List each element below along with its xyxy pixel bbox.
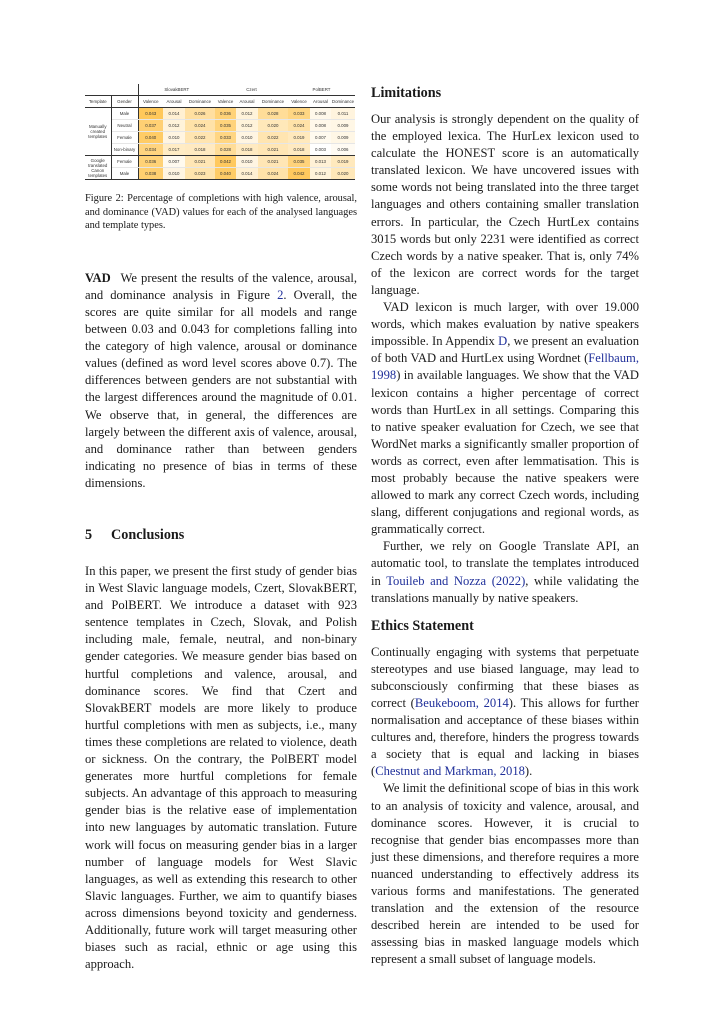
model-header: PolBERT: [312, 87, 331, 92]
value-cell: 0.020: [258, 120, 288, 132]
table-row: [85, 132, 355, 144]
value-cell: 0.013: [310, 156, 331, 168]
section-heading-ethics: Ethics Statement: [371, 617, 474, 634]
appendix-d-link[interactable]: D: [498, 334, 508, 349]
gender-cell: Male: [111, 108, 138, 120]
gender-header: Gender: [111, 96, 138, 108]
section-heading-conclusions: 5 Conclusions: [85, 527, 185, 543]
citation-touileb-nozza[interactable]: Touileb and Nozza (2022): [386, 573, 526, 588]
template-group-label: Google translated Canon templates: [85, 156, 111, 180]
gender-cell: Female: [111, 132, 138, 144]
value-cell: 0.040: [215, 168, 236, 180]
value-cell: 0.021: [258, 144, 288, 156]
value-cell: 0.018: [185, 144, 215, 156]
gender-cell: Female: [111, 156, 138, 168]
table-row: [85, 168, 355, 180]
metric-header: Valence: [215, 96, 236, 108]
value-cell: 0.008: [310, 108, 331, 120]
value-cell: 0.026: [185, 108, 215, 120]
metric-header: Arousal: [236, 96, 258, 108]
metric-header: Dominance: [185, 96, 215, 108]
metric-header: Dominance: [331, 96, 355, 108]
vad-paragraph: VAD We present the results of the valence, arousal, and dominance analysis in Figure 2. Overall, the scores are quite similar for all models and range between 0.03 and 0.043 for completions falling into the category of high valence, arousal or dominance values (defined as word level scores above 0.7). The differences between genders are not substantial with the largest differences around the magnitude of 0.01. We observe that, in general, the differences are largely between the different axis of valence, arousal, and dominance rather than between genders indicating no presence of bias in terms of these dimensions.: [85, 270, 358, 490]
figure-2: [85, 84, 357, 233]
value-cell: 0.006: [331, 144, 355, 156]
template-group-label: Manually created templates: [85, 108, 111, 156]
metric-header: Valence: [288, 96, 310, 108]
table-row: [85, 144, 355, 156]
value-cell: 0.037: [138, 120, 163, 132]
value-cell: 0.011: [331, 108, 355, 120]
table-row: [85, 120, 355, 132]
conclusions-paragraph: In this paper, we present the first study of gender bias in West Slavic language models, Czert, SlovakBERT, and PolBERT. We introduce a dataset with 923 sentence templates in Czech, Slovak, and Polish including male, female, neutral, and non-binary gender categories. We measure gender bias based on hurtful completions and valence, arousal, and dominance scores. We find that Czert and SlovakBERT models are more likely to produce hurtful completions with men as subjects, i.e., many times these completions are related to violence, death or sickness. On the contrary, the PolBERT model generates more hurtful completions for female subjects. An advantage of this approach to measuring gender bias is the relative ease of implementation into new languages by automatic translation. Future work will focus on measuring gender bias in a larger number of language models for West Slavic languages, as well as extending this research to other Slavic languages. Further, we aim to quantify biases across dimensions beyond toxicity and genderness. Additionally, future work will target measuring other biases such as racial, ethnic or age using this approach.: [85, 564, 357, 972]
value-cell: 0.012: [310, 168, 331, 180]
value-cell: 0.036: [215, 108, 236, 120]
value-cell: 0.014: [236, 168, 258, 180]
citation-chestnut-markman[interactable]: Chestnut and Markman, 2018: [375, 764, 525, 779]
model-header-row: [85, 84, 355, 96]
value-cell: 0.018: [288, 144, 310, 156]
vad-run-in-heading: VAD: [85, 270, 111, 285]
metric-header: Arousal: [163, 96, 185, 108]
value-cell: 0.033: [215, 132, 236, 144]
value-cell: 0.010: [163, 132, 185, 144]
value-cell: 0.042: [288, 168, 310, 180]
value-cell: 0.012: [236, 120, 258, 132]
model-header: SlovakBERT: [164, 87, 190, 92]
metric-header: Dominance: [258, 96, 288, 108]
citation-beukeboom[interactable]: Beukeboom, 2014: [414, 696, 509, 710]
value-cell: 0.024: [288, 120, 310, 132]
value-cell: 0.009: [331, 132, 355, 144]
value-cell: 0.019: [331, 156, 355, 168]
value-cell: 0.024: [258, 168, 288, 180]
gender-cell: Neutral: [111, 120, 138, 132]
value-cell: 0.033: [288, 108, 310, 120]
vad-table-body: [85, 108, 355, 180]
value-cell: 0.038: [138, 168, 163, 180]
value-cell: 0.020: [331, 168, 355, 180]
value-cell: 0.012: [236, 108, 258, 120]
value-cell: 0.010: [236, 132, 258, 144]
citation-fellbaum[interactable]: Fellbaum, 1998: [371, 351, 639, 383]
model-header: Czert: [246, 87, 257, 92]
limitations-paragraph-1: Our analysis is strongly dependent on the quality of the employed lexica. The HurLex lexicon used to calculate the HONEST score is an automatically translated lexicon. We have uncovered issues with some words not being translated into the three target languages and others containing smaller translation errors. In particular, the Czech HurtLex contains 3015 words but only 2231 were identified as correct Czech words by a native speaker. That is, only 74% of the lexicon are correct words for the target language.: [371, 112, 639, 297]
left-column: [85, 84, 357, 973]
value-cell: 0.003: [310, 144, 331, 156]
value-cell: 0.034: [138, 144, 163, 156]
table-row: [85, 156, 355, 168]
value-cell: 0.017: [163, 144, 185, 156]
value-cell: 0.012: [163, 120, 185, 132]
value-cell: 0.028: [258, 108, 288, 120]
template-header: Template: [85, 96, 111, 108]
value-cell: 0.021: [258, 156, 288, 168]
value-cell: 0.010: [236, 156, 258, 168]
value-cell: 0.022: [258, 132, 288, 144]
value-cell: 0.008: [310, 120, 331, 132]
value-cell: 0.010: [163, 168, 185, 180]
value-cell: 0.043: [138, 108, 163, 120]
metric-header-row: [85, 96, 355, 108]
figure-caption: Figure 2: Percentage of completions with high valence, arousal, and dominance (VAD) values for each of the analysed languages and template types.: [85, 193, 357, 232]
value-cell: 0.019: [288, 132, 310, 144]
metric-header: Valence: [138, 96, 163, 108]
value-cell: 0.035: [288, 156, 310, 168]
value-cell: 0.018: [236, 144, 258, 156]
value-cell: 0.036: [138, 156, 163, 168]
value-cell: 0.022: [185, 132, 215, 144]
value-cell: 0.042: [215, 156, 236, 168]
limitations-paragraph-2: VAD lexicon is much larger, with over 19.000 words, which makes evaluation by native speakers impossible. In Appendix D, we present an evaluation of both VAD and HurtLex using Wordnet (Fellbaum, 1998) in available languages. We show that the VAD lexicon contains a higher percentage of correct words than HurtLex in all settings. Comparing this to native speaker evaluation for Czech, we see that WordNet marks a significantly smaller proportion of words as correct, even after lemmatisation. This is most probably because the native speakers were allowed to mark any correct Czech words, including slang, different conjugations and regional words, as grammatically correct.: [371, 300, 639, 537]
value-cell: 0.007: [163, 156, 185, 168]
value-cell: 0.040: [138, 132, 163, 144]
metric-header: Arousal: [310, 96, 331, 108]
ethics-paragraph-1: Continually engaging with systems that perpetuate stereotypes and use biased language, may lead to subconsciously confirming that these biases as correct (Beukeboom, 2014). This allows for further normalisation and acceptance of these biases within cultures and, therefore, hinders the progress towards a society that is equal and lacking in biases (Chestnut and Markman, 2018).: [371, 644, 639, 779]
figure-2-link[interactable]: 2: [277, 287, 284, 302]
section-heading-limitations: Limitations: [371, 85, 442, 101]
value-cell: 0.024: [185, 120, 215, 132]
value-cell: 0.028: [215, 144, 236, 156]
value-cell: 0.035: [215, 120, 236, 132]
vad-table: [85, 84, 355, 180]
value-cell: 0.021: [185, 156, 215, 168]
gender-cell: Non-binary: [111, 144, 138, 156]
ethics-paragraph-2: We limit the definitional scope of bias in this work to an analysis of toxicity and valence, arousal, and dominance scores. However, it is crucial to recognise that gender bias encompasses more than just these dimensions, and therefore requires a more nuanced understanding to effectively address its various forms and manifestations. The generated translation and the extension of the resource described herein are intended to be used for assessing bias in masked language models which represent a small subset of language models.: [371, 781, 639, 967]
value-cell: 0.009: [331, 120, 355, 132]
limitations-paragraph-3: Further, we rely on Google Translate API, an automatic tool, to translate the templates introduced in Touileb and Nozza (2022), while validating the translations manually by native speakers.: [371, 539, 640, 605]
right-column: [371, 84, 639, 969]
value-cell: 0.014: [163, 108, 185, 120]
gender-cell: Male: [111, 168, 138, 180]
value-cell: 0.007: [310, 132, 331, 144]
value-cell: 0.023: [185, 168, 215, 180]
table-row: [85, 108, 355, 120]
